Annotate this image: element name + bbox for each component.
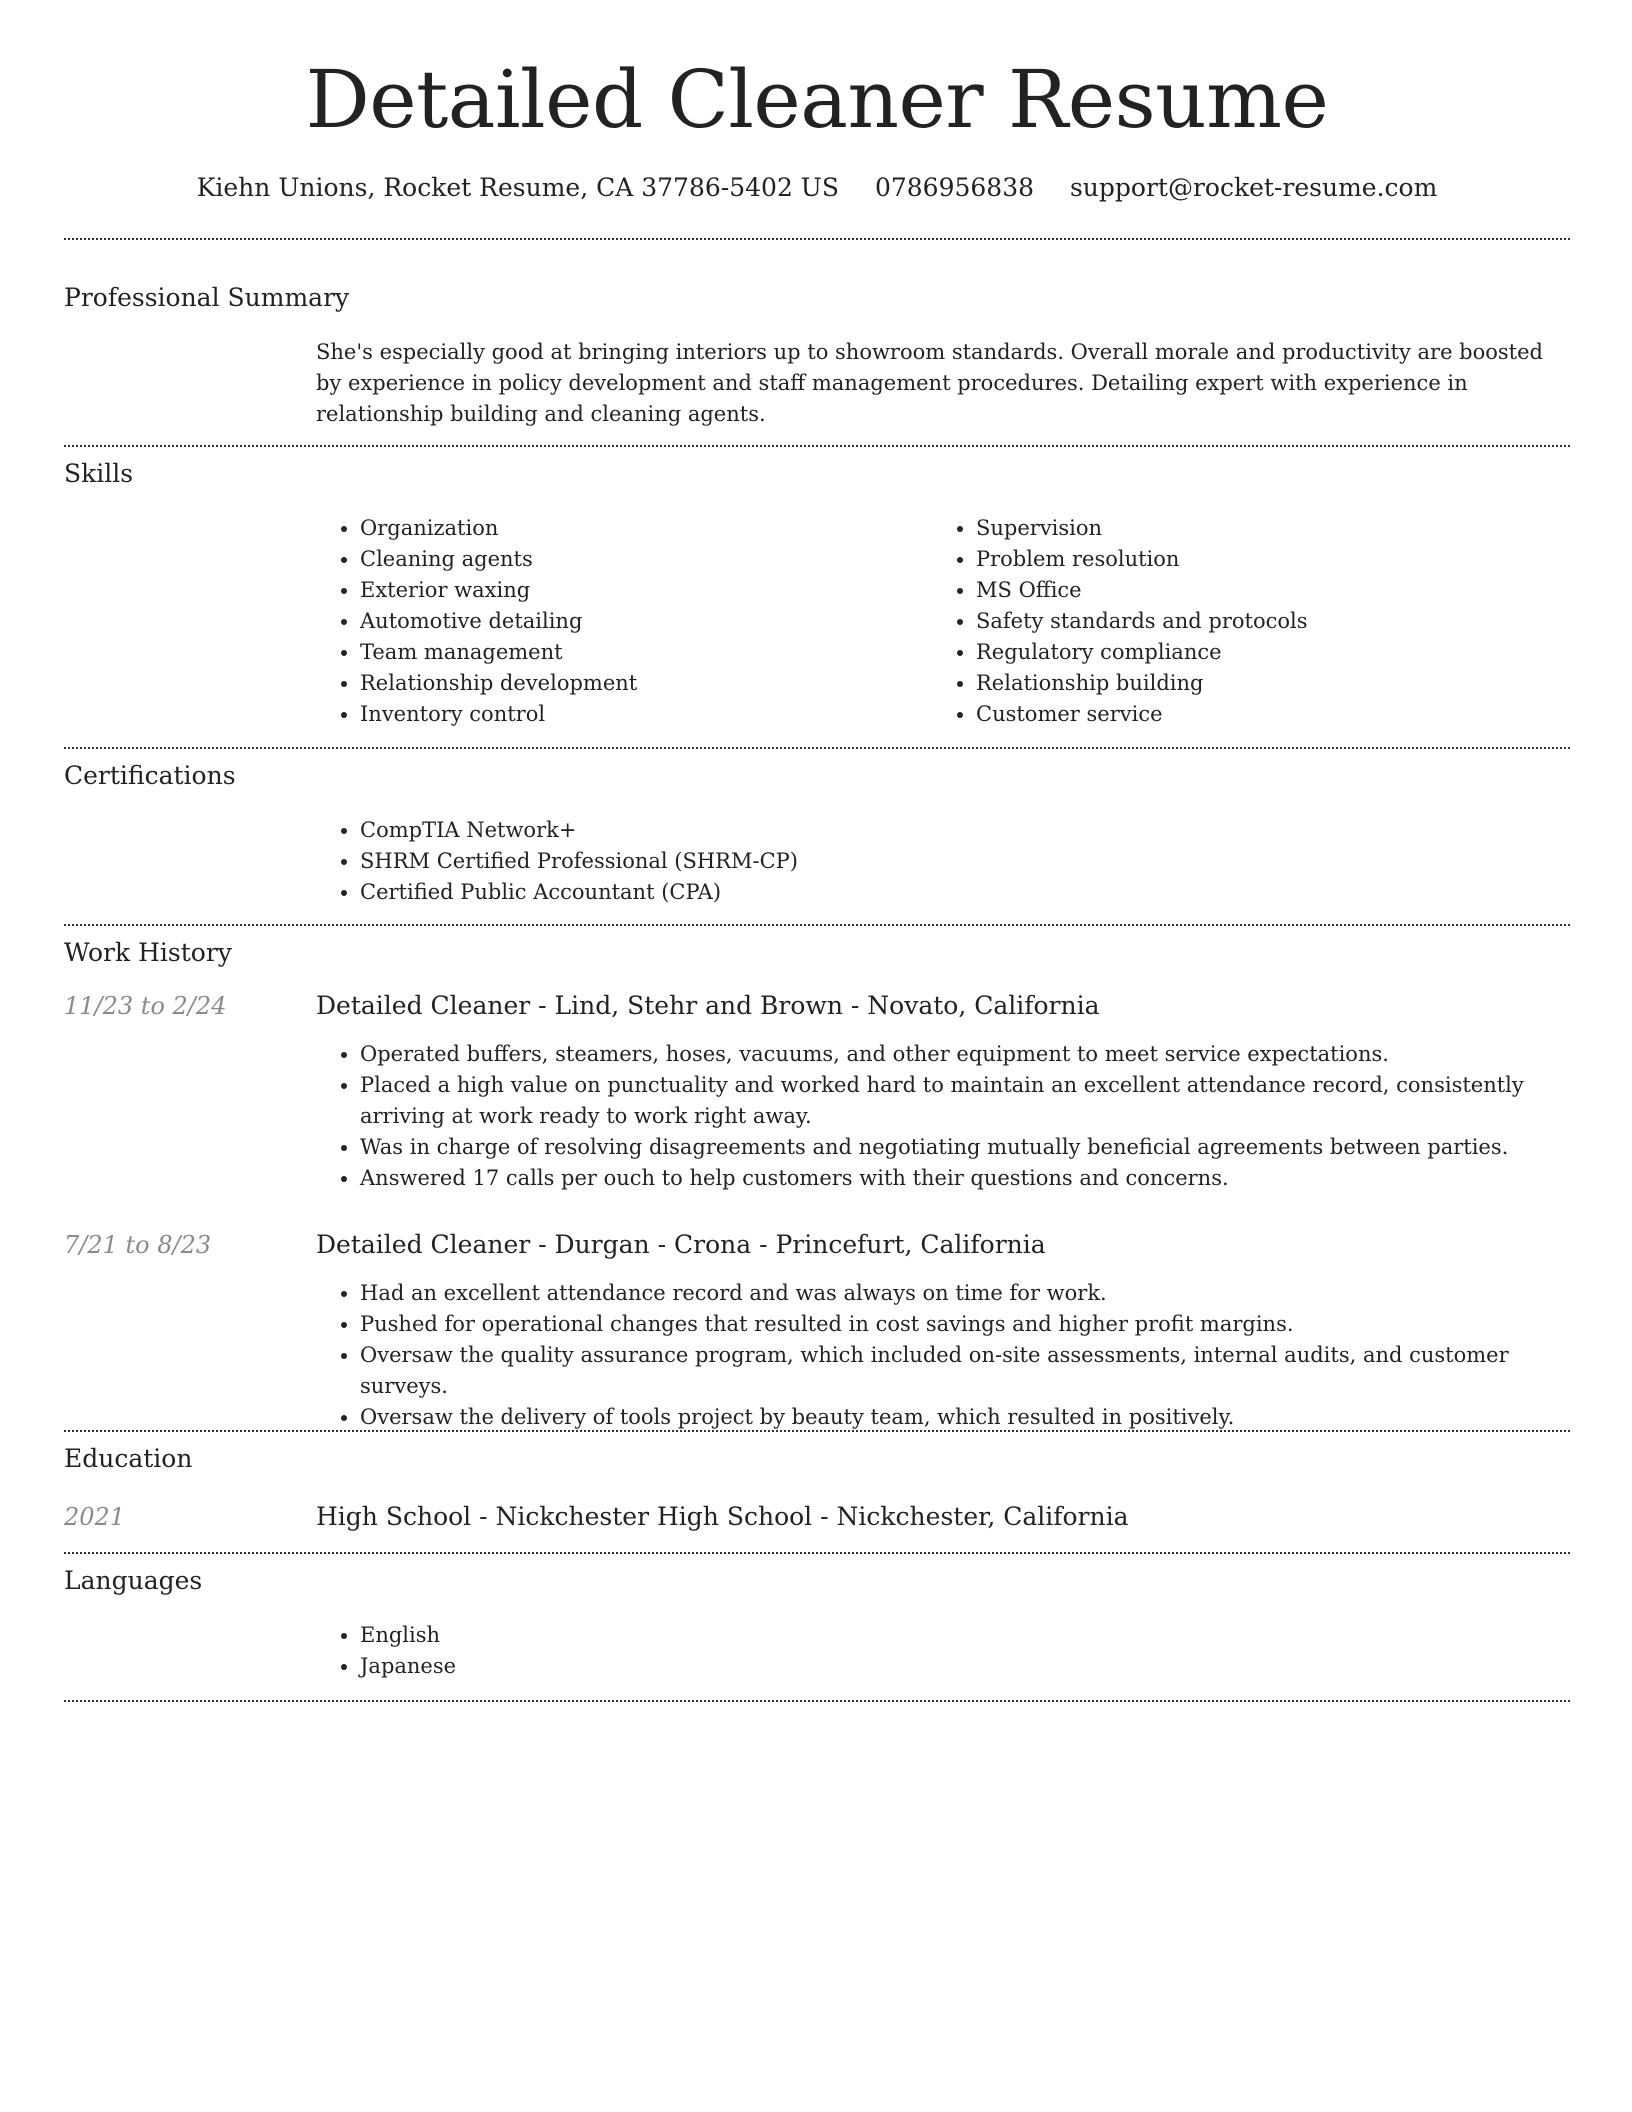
skill-item: • Customer service: [976, 699, 1532, 730]
summary-heading: Professional Summary: [64, 283, 350, 312]
summary-section: [316, 337, 1556, 430]
job-title: Detailed Cleaner - Durgan - Crona - Princefurt, California: [316, 1230, 1046, 1259]
certification-item: • Certified Public Accountant (CPA): [360, 877, 1516, 908]
certifications-heading: Certifications: [64, 761, 236, 790]
job-bullet: • Oversaw the quality assurance program, which included on-site assessments, internal audits, and customer surveys.: [360, 1340, 1546, 1402]
certification-item: • SHRM Certified Professional (SHRM-CP): [360, 846, 1516, 877]
skill-item: • Relationship development: [360, 668, 916, 699]
skill-item: • Exterior waxing: [360, 575, 916, 606]
certifications-list: [316, 815, 1516, 908]
section-divider: [64, 1552, 1570, 1554]
education-year: 2021: [64, 1503, 126, 1531]
skill-item: • Problem resolution: [976, 544, 1532, 575]
job-bullet: • Pushed for operational changes that resulted in cost savings and higher profit margins.: [360, 1309, 1546, 1340]
work-history-heading: Work History: [64, 938, 232, 967]
skill-item: • MS Office: [976, 575, 1532, 606]
languages-list: [316, 1620, 916, 1682]
job-bullet-list: [316, 1278, 1546, 1433]
job-bullet: • Answered 17 calls per ouch to help customers with their questions and concerns.: [360, 1163, 1546, 1194]
language-item: • Japanese: [360, 1651, 916, 1682]
job-bullet-list: [316, 1039, 1546, 1194]
section-divider: [64, 1430, 1570, 1432]
contact-line: [64, 168, 1570, 208]
skill-item: • Relationship building: [976, 668, 1532, 699]
contact-phone: 0786956838: [874, 173, 1035, 202]
certification-item: • CompTIA Network+: [360, 815, 1516, 846]
languages-heading: Languages: [64, 1566, 203, 1595]
skill-item: • Team management: [360, 637, 916, 668]
education-entry: High School - Nickchester High School - Nickchester, California: [316, 1502, 1129, 1531]
job-bullet: • Oversaw the delivery of tools project by beauty team, which resulted in positively.: [360, 1402, 1546, 1433]
skills-column-right: [932, 513, 1532, 730]
section-divider: [64, 747, 1570, 749]
skill-item: • Supervision: [976, 513, 1532, 544]
section-divider: [64, 924, 1570, 926]
skill-item: • Organization: [360, 513, 916, 544]
job-dates: 7/21 to 8/23: [64, 1231, 212, 1259]
section-divider: [64, 445, 1570, 447]
language-item: • English: [360, 1620, 916, 1651]
education-heading: Education: [64, 1444, 193, 1473]
skill-item: • Regulatory compliance: [976, 637, 1532, 668]
contact-email: support@rocket-resume.com: [1069, 173, 1438, 202]
skills-column-left: [316, 513, 916, 730]
summary-text: She's especially good at bringing interiors up to showroom standards. Overall morale and productivity are boosted by experience in policy development and staff management procedures. Detailing expert with experience in relationship building and cleaning agents.: [316, 340, 1543, 426]
job-bullet: • Operated buffers, steamers, hoses, vacuums, and other equipment to meet service expectations.: [360, 1039, 1546, 1070]
section-divider: [64, 238, 1570, 240]
contact-address: Kiehn Unions, Rocket Resume, CA 37786-5402 US: [196, 173, 839, 202]
job-bullet: • Placed a high value on punctuality and worked hard to maintain an excellent attendance record, consistently arriving at work ready to work right away.: [360, 1070, 1546, 1132]
job-bullet: • Was in charge of resolving disagreements and negotiating mutually beneficial agreements between parties.: [360, 1132, 1546, 1163]
job-title: Detailed Cleaner - Lind, Stehr and Brown - Novato, California: [316, 991, 1100, 1020]
skill-item: • Safety standards and protocols: [976, 606, 1532, 637]
skill-item: • Automotive detailing: [360, 606, 916, 637]
resume-title: Detailed Cleaner Resume: [305, 53, 1329, 146]
skill-item: • Inventory control: [360, 699, 916, 730]
skills-heading: Skills: [64, 459, 134, 488]
section-divider: [64, 1700, 1570, 1702]
job-dates: 11/23 to 2/24: [64, 992, 227, 1020]
skill-item: • Cleaning agents: [360, 544, 916, 575]
job-bullet: • Had an excellent attendance record and was always on time for work.: [360, 1278, 1546, 1309]
